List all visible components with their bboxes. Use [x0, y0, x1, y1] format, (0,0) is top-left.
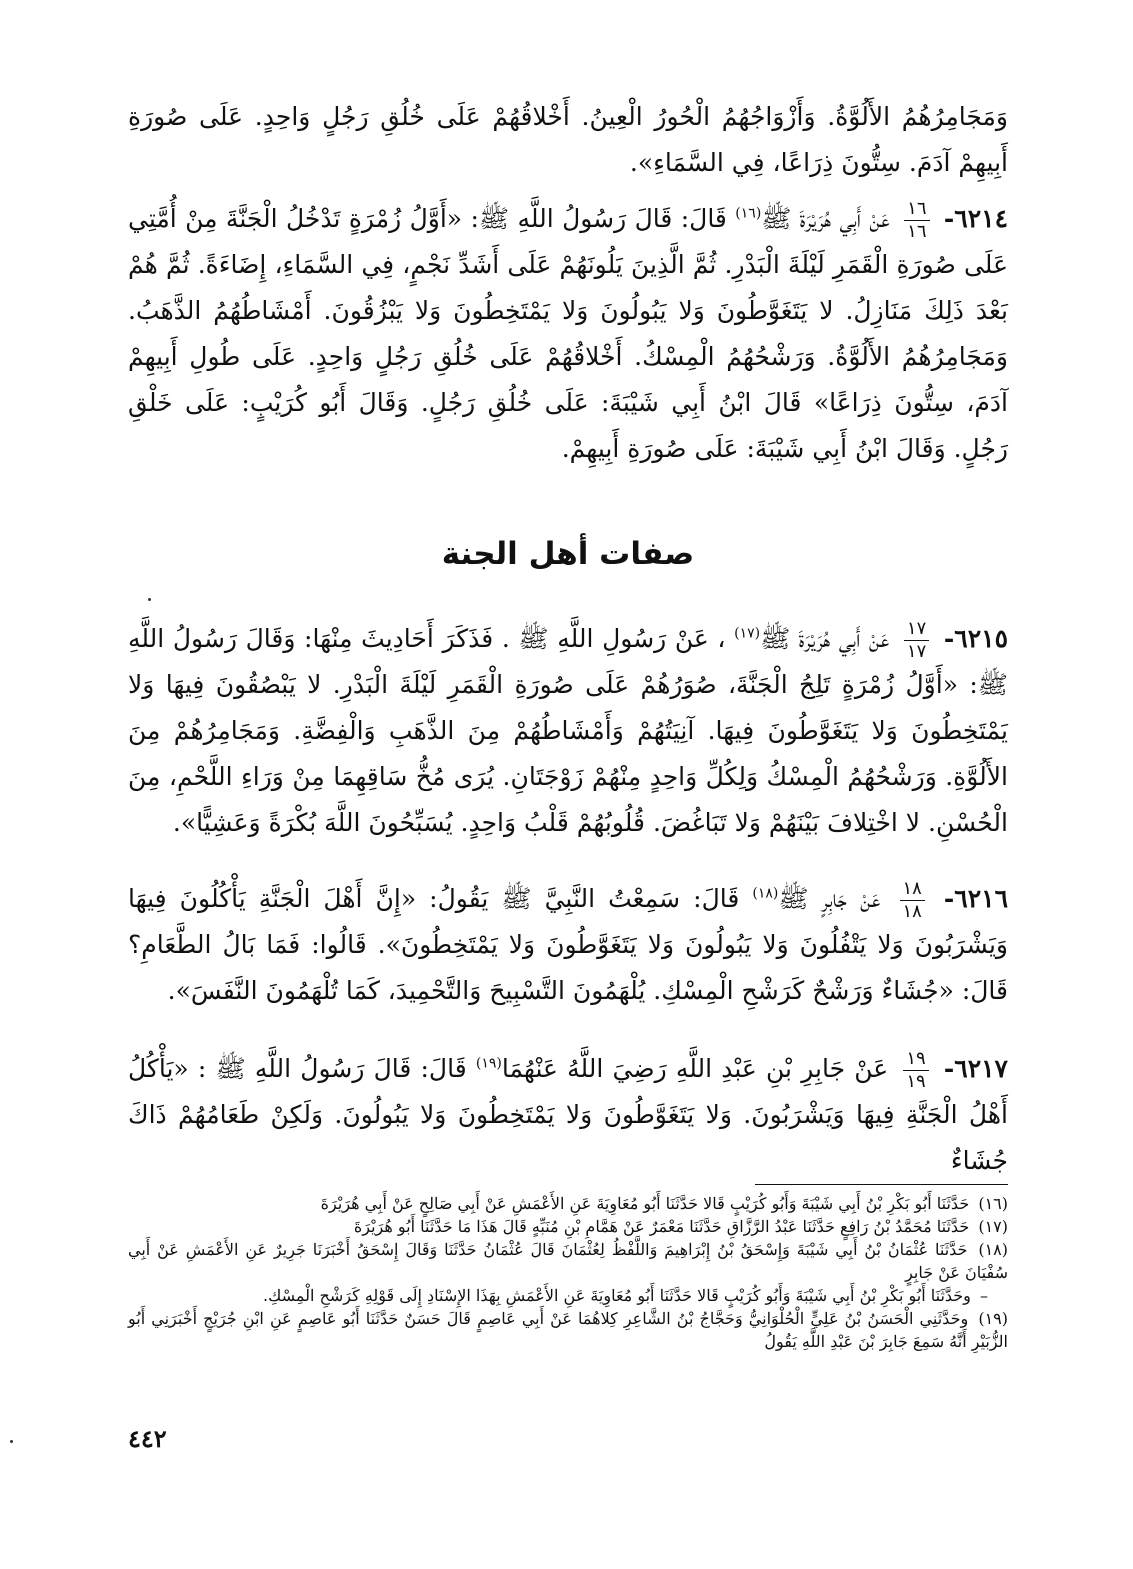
- hadith-6214: [128, 196, 1008, 472]
- fraction-top: ١٦: [904, 200, 929, 221]
- hadith-number: ٦٢١٥-: [943, 624, 1009, 653]
- fraction-bottom: ١٦: [907, 221, 927, 242]
- scan-speck: [148, 598, 151, 601]
- intro-paragraph: [128, 94, 1008, 186]
- hadith-6215: [128, 616, 1008, 846]
- hadith-6217: [128, 1046, 1008, 1184]
- hadith-lead: عَنْ أَبِي هُرَيْرَةَ ﷺ: [760, 624, 890, 653]
- footnote-ref: (١٧): [734, 625, 761, 642]
- hadith-fraction: [903, 1050, 928, 1091]
- hadith-fraction: [900, 880, 925, 921]
- footnote-continuation: [128, 1284, 1008, 1307]
- hadith-lead: عَنْ جَابِرِ بْنِ عَبْدِ اللَّهِ رَضِيَ اللَّهُ عَنْهُمَا: [501, 1054, 889, 1083]
- hadith-number: ٦٢١٧-: [943, 1054, 1008, 1083]
- footnote-dash: –: [980, 1286, 988, 1305]
- footnote-number: (١٦): [978, 1194, 1008, 1213]
- hadith-text: قَالَ: سَمِعْتُ النَّبِيَّ ﷺ يَقُولُ: «إِنَّ أَهْلَ الْجَنَّةِ يَأْكُلُونَ فِيهَا وَيَشْرَبُونَ وَلا يَتْفُلُونَ وَلا يَبُولُونَ وَلا يَتَغَوَّطُونَ وَلا يَمْتَخِطُونَ». قَالُوا: فَمَا بَالُ الطَّعَامِ؟ قَالَ: «جُشَاءٌ وَرَشْحٌ كَرَشْحِ الْمِسْكِ. يُلْهَمُونَ التَّسْبِيحَ وَالتَّحْمِيدَ، كَمَا تُلْهَمُونَ النَّفَسَ».: [128, 884, 1008, 1005]
- footnote-ref: (١٨): [752, 885, 779, 902]
- fraction-top: ١٧: [904, 620, 929, 641]
- hadith-fraction: [904, 200, 929, 241]
- footnote-text: حَدَّثَنَا مُحَمَّدُ بْنُ رَافِعٍ حَدَّثَنَا عَبْدُ الرَّزَّاقِ حَدَّثَنَا مَعْمَرٌ عَنْ هَمَّامِ بْنِ مُنَبِّهٍ قَالَ هَذَا مَا حَدَّثَنَا أَبُو هُرَيْرَةَ: [353, 1217, 970, 1236]
- hadith-fraction: [904, 620, 929, 661]
- footnote: [128, 1238, 1008, 1284]
- page-number: ٤٤٢: [128, 1424, 167, 1453]
- hadith-text: قَالَ: قَالَ رَسُولُ اللَّهِ ﷺ : «يَأْكُلُ أَهْلُ الْجَنَّةِ فِيهَا وَيَشْرَبُونَ. وَلا يَتَغَوَّطُونَ وَلا يَمْتَخِطُونَ وَلا يَبُولُونَ. وَلَكِنْ طَعَامُهُمْ ذَاكَ جُشَاءٌ: [128, 1054, 1008, 1175]
- footnote-text: وحَدَّثَنِي الْحَسَنُ بْنُ عَلِيٍّ الْحُلْوَانِيُّ وَحَجَّاجُ بْنُ الشَّاعِرِ كِلاهُمَا عَنْ أَبِي عَاصِمٍ قَالَ حَسَنٌ حَدَّثَنَا أَبُو عَاصِمٍ عَنِ ابْنِ جُرَيْجٍ أَخْبَرَنِي أَبُو الزُّبَيْرِ أَنَّهُ سَمِعَ جَابِرَ بْنَ عَبْدِ اللَّهِ يَقُولُ: [128, 1309, 1008, 1351]
- footnote-text: حَدَّثَنَا عُثْمَانُ بْنُ أَبِي شَيْبَةَ وَإِسْحَقُ بْنُ إِبْرَاهِيمَ وَاللَّفْظُ لِعُثْمَانَ قَالَ عُثْمَانُ حَدَّثَنَا وَقَالَ إِسْحَقُ أَخْبَرَنَا جَرِيرٌ عَنِ الأَعْمَشِ عَنْ أَبِي سُفْيَانَ عَنْ جَابِرٍ: [128, 1240, 1008, 1282]
- hadith-text: ، عَنْ رَسُولِ اللَّهِ ﷺ . فَذَكَرَ أَحَادِيثَ مِنْهَا: وَقَالَ رَسُولُ اللَّهِ ﷺ: «أَوَّلُ زُمْرَةٍ تَلِجُ الْجَنَّةَ، صُوَرُهُمْ عَلَى صُورَةِ الْقَمَرِ لَيْلَةَ الْبَدْرِ. لا يَبْصُقُونَ فِيهَا وَلا يَمْتَخِطُونَ وَلا يَتَغَوَّطُونَ فِيهَا. آنِيَتُهُمْ وَأَمْشَاطُهُمْ مِنَ الذَّهَبِ وَالْفِضَّةِ. وَمَجَامِرُهُمْ مِنَ الأَلُوَّةِ. وَرَشْحُهُمُ الْمِسْكُ وَلِكُلِّ وَاحِدٍ مِنْهُمْ زَوْجَتَانِ. يُرَى مُخُّ سَاقِهِمَا مِنْ وَرَاءِ اللَّحْمِ، مِنَ الْحُسْنِ. لا اخْتِلافَ بَيْنَهُمْ وَلا تَبَاغُضَ. قُلُوبُهُمْ قَلْبُ وَاحِدٍ. يُسَبِّحُونَ اللَّهَ بُكْرَةً وَعَشِيًّا».: [128, 624, 1008, 837]
- footnote: [128, 1307, 1008, 1353]
- fraction-bottom: ١٧: [906, 641, 927, 662]
- footnote-number: (١٧): [978, 1217, 1008, 1236]
- hadith-lead: عَنْ أَبِي هُرَيْرَةَ ﷺ: [761, 204, 890, 233]
- fraction-top: ١٩: [903, 1050, 928, 1071]
- intro-text: وَمَجَامِرُهُمُ الأَلُوَّةُ. وَأَزْوَاجُهُمُ الْحُورُ الْعِينُ. أَخْلاقُهُمْ عَلَى خُلُقِ رَجُلٍ وَاحِدٍ. عَلَى صُورَةِ أَبِيهِمْ آدَمَ. سِتُّونَ ذِرَاعًا، فِي السَّمَاءِ».: [128, 102, 1008, 177]
- footnote: [128, 1215, 1008, 1238]
- footnote-divider: [755, 1184, 1008, 1185]
- footnotes: [128, 1192, 1008, 1353]
- hadith-6216: [128, 876, 1008, 1014]
- footnote-ref: (١٩): [475, 1055, 502, 1072]
- hadith-text: قَالَ: قَالَ رَسُولُ اللَّهِ ﷺ: «أَوَّلُ زُمْرَةٍ تَدْخُلُ الْجَنَّةَ مِنْ أُمَّتِي عَلَى صُورَةِ الْقَمَرِ لَيْلَةَ الْبَدْرِ. ثُمَّ الَّذِينَ يَلُونَهُمْ عَلَى أَشَدِّ نَجْمٍ، فِي السَّمَاءِ، إِضَاءَةً. ثُمَّ هُمْ بَعْدَ ذَلِكَ مَنَازِلُ. لا يَتَغَوَّطُونَ وَلا يَبُولُونَ وَلا يَمْتَخِطُونَ وَلا يَبْزُقُونَ. أَمْشَاطُهُمُ الذَّهَبُ. وَمَجَامِرُهُمُ الأَلُوَّةُ. وَرَشْحُهُمُ الْمِسْكُ. أَخْلاقُهُمْ عَلَى خُلُقِ رَجُلٍ وَاحِدٍ. عَلَى طُولِ أَبِيهِمْ آدَمَ، سِتُّونَ ذِرَاعًا» قَالَ ابْنُ أَبِي شَيْبَةَ: عَلَى خُلُقِ رَجُلٍ. وَقَالَ أَبُو كُرَيْبٍ: عَلَى خَلْقِ رَجُلٍ. وَقَالَ ابْنُ أَبِي شَيْبَةَ: عَلَى صُورَةِ أَبِيهِمْ.: [128, 204, 1008, 463]
- footnote-number: (١٩): [978, 1309, 1008, 1328]
- hadith-number: ٦٢١٦-: [943, 884, 1008, 913]
- hadith-lead: عَنْ جَابِرٍ ﷺ: [778, 884, 881, 913]
- footnote: [128, 1192, 1008, 1215]
- hadith-number: ٦٢١٤-: [943, 204, 1009, 233]
- footnote-text: حَدَّثَنَا أَبُو بَكْرِ بْنُ أَبِي شَيْبَةَ وَأَبُو كُرَيْبٍ قَالا حَدَّثَنَا أَبُو مُعَاوِيَةَ عَنِ الأَعْمَشِ عَنْ أَبِي صَالِحٍ عَنْ أَبِي هُرَيْرَةَ: [320, 1194, 970, 1213]
- scan-speck: [10, 1440, 13, 1443]
- footnote-text: وحَدَّثَنَا أَبُو بَكْرِ بْنُ أَبِي شَيْبَةَ وَأَبُو كُرَيْبٍ قَالا حَدَّثَنَا أَبُو مُعَاوِيَةَ عَنِ الأَعْمَشِ بِهَذَا الإِسْنَادِ إِلَى قَوْلِهِ كَرَشْحِ الْمِسْكِ.: [263, 1286, 971, 1305]
- fraction-top: ١٨: [900, 880, 925, 901]
- fraction-bottom: ١٩: [906, 1071, 926, 1092]
- footnote-number: (١٨): [978, 1240, 1009, 1259]
- footnote-ref: (١٦): [735, 205, 762, 222]
- section-heading: صفات أهل الجنة: [441, 536, 695, 572]
- fraction-bottom: ١٨: [902, 901, 922, 922]
